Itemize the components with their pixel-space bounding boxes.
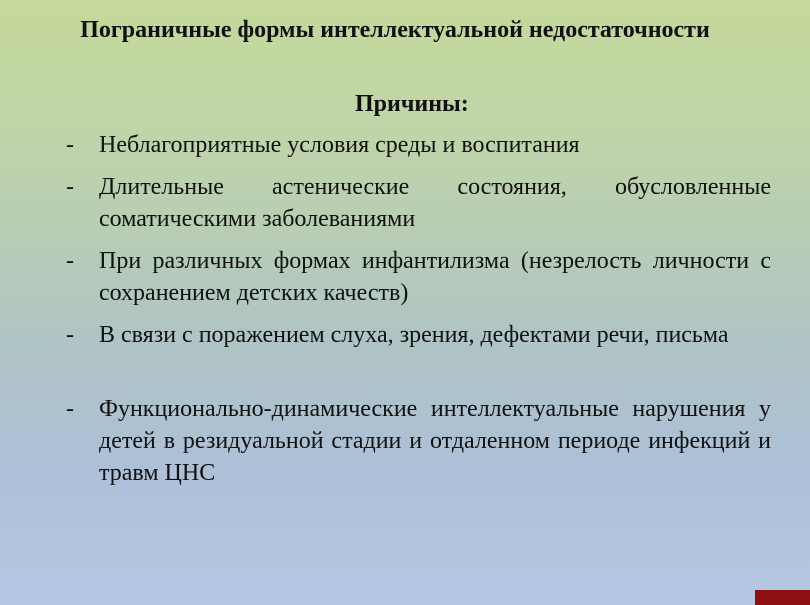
bullet-dash: - [66,132,74,158]
cause-text: В связи с поражением слуха, зрения, дефектами речи, письма [99,322,729,348]
cause-item [66,393,771,489]
cause-item [66,171,771,235]
corner-accent-block [755,590,810,605]
cause-text: Неблагоприятные условия среды и воспитания [99,132,580,158]
cause-text: При различных формах инфантилизма (незрелость личности с сохранением детских качеств) [99,248,771,306]
cause-text: Длительные астенические состояния, обусловленные соматическими заболеваниями [99,174,771,232]
cause-item [66,129,771,161]
slide-title: Пограничные формы интеллектуальной недостаточности [80,17,710,43]
bullet-dash: - [66,396,74,422]
bullet-dash: - [66,322,74,348]
bullet-dash: - [66,248,74,274]
cause-item [66,319,771,351]
cause-text: Функционально-динамические интеллектуальные нарушения у детей в резидуальной стадии и отдаленном периоде инфекций и травм ЦНС [99,396,771,486]
causes-heading: Причины: [355,91,469,117]
bullet-dash: - [66,174,74,200]
cause-item [66,245,771,309]
